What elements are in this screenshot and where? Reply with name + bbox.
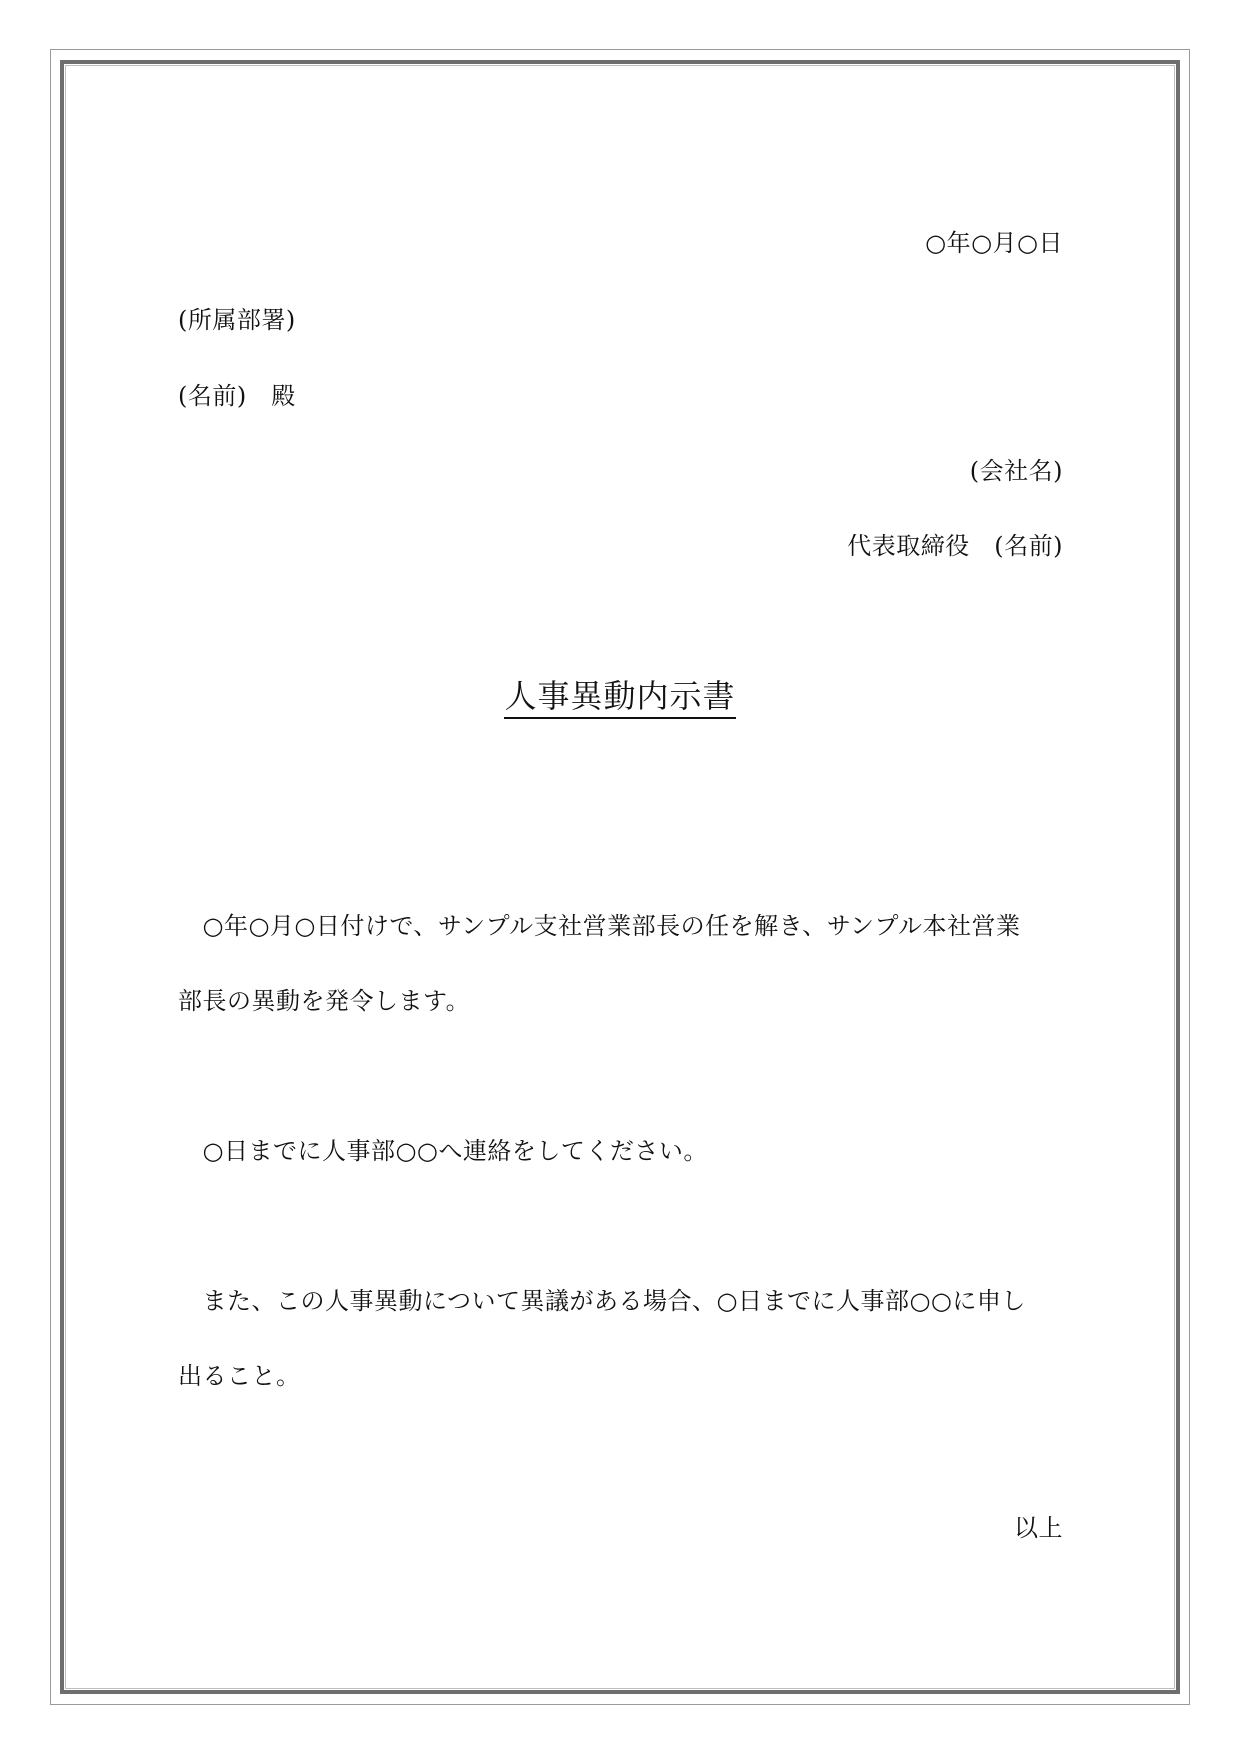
paragraph-1-line-2: 部長の異動を発令します。 [178, 987, 471, 1015]
document-title-text: 人事異動内示書 [504, 677, 735, 719]
recipient-name: (名前) 殿 [178, 382, 296, 410]
recipient-department: (所属部署) [178, 306, 296, 334]
representative-name: 代表取締役 (名前) [847, 532, 1063, 560]
company-name: (会社名) [969, 457, 1063, 485]
document-date: ○年○月○日 [925, 229, 1063, 257]
paragraph-3-line-2: 出ること。 [178, 1362, 301, 1390]
paragraph-1-line-1: ○年○月○日付けで、サンプル支社営業部長の任を解き、サンプル本社営業 [178, 912, 1021, 940]
document-title [0, 675, 1240, 717]
closing-text: 以上 [1014, 1514, 1063, 1542]
paragraph-3-line-1: また、この人事異動について異議がある場合、○日までに人事部○○に申し [178, 1287, 1026, 1315]
paragraph-2: ○日までに人事部○○へ連絡をしてください。 [178, 1137, 708, 1165]
